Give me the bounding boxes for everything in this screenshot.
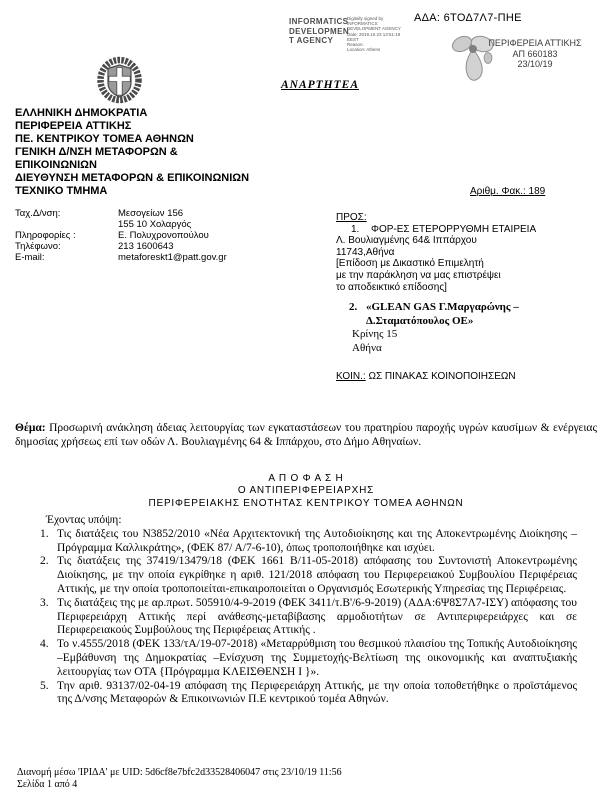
recipient-2-number: 2. — [349, 301, 358, 313]
decision-authority: Ο ΑΝΤΙΠΕΡΙΦΕΡΕΙΑΡΧΗΣ — [237, 485, 375, 497]
contact-row-phone — [15, 241, 227, 252]
greek-republic-emblem-icon — [96, 56, 143, 112]
contact-value: Μεσογείων 156 — [118, 208, 184, 219]
consideration-text: Το ν.4555/2018 (ΦΕΚ 133/τΑ/19-07-2018) «Μεταρρύθμιση του θεσμικού πλαισίου της Τοπικής Αυτοδιοίκησης –Εμβάθυνση της Δημοκρατίας –Ενίσχυση της Συμμετοχής-Βελτίωση της οικονομικής και αναπτυξιακής λειτουργίας των ΟΤΑ {Πρόγραμμα ΚΛΕΙΣΘΕΝΣΗ Ι }». — [57, 638, 577, 678]
consideration-item — [40, 597, 577, 638]
consideration-text: Τις διατάξεις της με αρ.πρωτ. 505910/4-9-2019 (ΦΕΚ 3411/τ.Β'/6-9-2019) (ΑΔΑ:6Ψ8Σ7Λ7-ΙΣΥ) απόφασης του Περιφερειάρχη Αττικής περί ανάθεσης-μεταβίβασης αρμοδιοτήτων σε Αντιπεριφερειάρχες και σε Περιφερειακούς Συμβούλους της Περιφέρειας Αττικής . — [57, 596, 577, 637]
stamp-date: 23/10/19 — [517, 59, 553, 69]
distribution-line: Διανομή μέσω 'ΙΡΙΔΑ' με UID: 5d6cf8e7bfc2d33528406047 στις 23/10/19 11:56 — [17, 767, 342, 778]
contact-email-value: metaforeskt1@patt.gov.gr — [118, 252, 227, 263]
subject-text: Προσωρινή ανάκληση άδειας λειτουργίας των εγκαταστάσεων του πρατηρίου παροχής υγρών καυσίμων & ενέργειας δημοσίας χρήσεως επί των οδών Λ. Βουλιαγμένης 64 & Ιππάρχου, στο Δήμο Αθηναίων. — [15, 422, 597, 448]
consideration-text: Τις διατάξεις της 37419/13479/18 (ΦΕΚ 1661 Β/11-05-2018) απόφασης του Συντονιστή Αποκεντρωμένης Διοίκησης, με την οποία εγκρίθηκε η αριθ. 121/2018 απόφαση του Περιφερειακού Συμβουλίου Περιφέρειας Αττικής, με την οποία τροποποιείται-επικαιροποιείται ο Οργανισμός Εσωτερικής Υπηρεσίας της Περιφέρειας. — [57, 555, 577, 595]
recipient-1-address-line: 11743,Αθήνα — [336, 246, 395, 258]
ada-code: ΑΔΑ: 6ΤΟΔ7Λ7-ΠΗΕ — [414, 12, 522, 24]
recipient-1-address-line: Λ. Βουλιαγμένης 64& Ιππάρχου — [336, 235, 477, 247]
consideration-number: 5. — [40, 679, 49, 692]
letterhead-line-region: ΠΕΡΙΦΕΡΕΙΑ ΑΤΤΙΚΗΣ — [15, 120, 132, 132]
signature-detail-line: DEVELOPMENT AGENCY — [347, 26, 401, 32]
contact-row-postal — [15, 219, 227, 230]
decision-authority-unit: ΠΕΡΙΦΕΡΕΙΑΚΗΣ ΕΝΟΤΗΤΑΣ ΚΕΝΤΡΙΚΟΥ ΤΟΜΕΑ ΑΘΗΝΩΝ — [148, 497, 464, 509]
recipient-1-service-note: [Επίδοση με Δικαστικό Επιμελητή — [336, 258, 484, 270]
digital-signature-agency — [289, 17, 349, 46]
contact-row-email — [15, 252, 227, 263]
contact-block — [15, 208, 227, 263]
decision-heading — [0, 473, 612, 510]
consideration-text: Την αριθ. 93137/02-04-19 απόφαση της Περιφερειάρχη Αττικής, με την οποία τοποθετήθηκε ο προϊστάμενος της Δ/νσης Μεταφορών & Επικοινωνιών Π.Ε κεντρικού τομέα Αθηνών. — [57, 679, 577, 706]
recipient-2-name-line: Δ.Σταματόπουλος ΟΕ» — [366, 314, 474, 327]
recipient-2 — [349, 301, 519, 355]
consideration-number: 4. — [40, 638, 49, 651]
signature-agency-line: DEVELOPMEN — [289, 26, 350, 36]
cc-line — [336, 371, 516, 382]
letterhead-line-sector: ΠΕ. ΚΕΝΤΡΙΚΟΥ ΤΟΜΕΑ ΑΘΗΝΩΝ — [15, 133, 194, 145]
consideration-text: Τις διατάξεις του Ν3852/2010 «Νέα Αρχιτεκτονική της Αυτοδιοίκησης και της Αποκεντρωμένης Διοίκησης – Πρόγραμμα Καλλικράτης», (ΦΕΚ 87/ Α/7-6-10), όπως τροποποιήθηκε και ισχύει. — [57, 527, 577, 554]
signature-agency-line: T AGENCY — [289, 36, 334, 45]
recipient-1-name: ΦΟΡ-ΕΣ ΕΤΕΡΟΡΡΥΘΜΗ ΕΤΑΙΡΕΙΑ — [371, 223, 537, 235]
consideration-item — [40, 555, 577, 596]
signature-detail-line: Reason: — [347, 42, 364, 48]
consideration-number: 2. — [40, 555, 49, 568]
anartitea-label: ΑΝΑΡΤΗΤΕΑ — [280, 79, 359, 91]
stamp-protocol-number: ΑΠ 660183 — [512, 48, 558, 59]
contact-label: Τηλέφωνο: — [15, 241, 61, 252]
signature-detail-line: Date: 2019.10.23 13:51:19 — [347, 31, 401, 37]
signature-detail-line: Digitally signed by — [347, 16, 384, 21]
subject-paragraph — [15, 422, 597, 449]
consideration-item — [40, 680, 577, 708]
contact-label — [15, 219, 118, 230]
contact-label: Ταχ.Δ/νση: — [15, 208, 61, 219]
signature-agency-line: INFORMATICS — [289, 17, 349, 26]
contact-label: Πληροφορίες : — [15, 230, 76, 241]
letterhead-line-general-directorate: ΓΕΝΙΚΗ Δ/ΝΣΗ ΜΕΤΑΦΟΡΩΝ & — [15, 146, 178, 158]
contact-row-info — [15, 230, 227, 241]
recipient-1-number: 1. — [351, 223, 360, 235]
recipient-2-name-line: «GLEAN GAS Γ.Μαργαρώνης – — [366, 301, 519, 313]
page-footer — [17, 767, 342, 790]
cc-label: ΚΟΙΝ.: — [336, 371, 366, 382]
recipient-1 — [336, 224, 536, 236]
recipient-1-service-note: με την παράκληση να μας επιστρέψει — [336, 269, 501, 281]
signature-detail-line: Location: Athens — [347, 47, 381, 53]
letterhead — [15, 107, 249, 198]
decision-title: Α Π Ο Φ Α Σ Η — [268, 473, 344, 484]
recipient-2-address-line: Αθήνα — [352, 341, 382, 354]
page-number-line: Σελίδα 1 από 4 — [17, 778, 78, 790]
contact-value: Ε. Πολυχρονοπούλου — [118, 230, 209, 241]
considerations-list — [40, 514, 577, 707]
file-number: Αριθμ. Φακ.: 189 — [470, 186, 546, 197]
letterhead-line-republic: ΕΛΛΗΝΙΚΗ ΔΗΜΟΚΡΑΤΙΑ — [15, 107, 148, 119]
recipients-block — [336, 212, 536, 293]
letterhead-line-general-directorate-2: ΕΠΙΚΟΙΝΩΝΙΩΝ — [15, 159, 97, 171]
consideration-number: 1. — [40, 527, 49, 540]
stamp-text — [476, 38, 594, 70]
recipient-1-service-note: το αποδεικτικό επίδοσης] — [336, 281, 447, 293]
contact-row-address — [15, 208, 227, 219]
contact-label: E-mail: — [15, 252, 45, 263]
digital-signature-details — [347, 16, 409, 52]
pros-label: ΠΡΟΣ: — [336, 212, 367, 223]
attica-registry-stamp — [448, 30, 598, 90]
letterhead-line-directorate: ΔΙΕΥΘΥΝΣΗ ΜΕΤΑΦΟΡΩΝ & ΕΠΙΚΟΙΝΩΝΙΩΝ — [15, 172, 250, 184]
cc-value: ΩΣ ΠΙΝΑΚΑΣ ΚΟΙΝΟΠΟΙΗΣΕΩΝ — [368, 371, 516, 382]
stamp-region-name: ΠΕΡΙΦΕΡΕΙΑ ΑΤΤΙΚΗΣ — [488, 38, 582, 48]
recipient-2-address-line: Κρίνης 15 — [352, 328, 398, 340]
signature-detail-line: EEST — [347, 36, 359, 42]
considerations-intro: Έχοντας υπόψη: — [46, 514, 122, 526]
contact-value: 155 10 Χολαργός — [118, 219, 192, 230]
consideration-number: 3. — [40, 596, 49, 609]
consideration-item — [40, 638, 577, 679]
letterhead-line-department: ΤΕΧΝΙΚΟ ΤΜΗΜΑ — [15, 185, 108, 197]
subject-label: Θέμα: — [15, 422, 46, 434]
consideration-item — [40, 528, 577, 556]
signature-detail-line: INFORMATICS — [347, 21, 378, 27]
contact-value: 213 1600643 — [118, 241, 174, 252]
